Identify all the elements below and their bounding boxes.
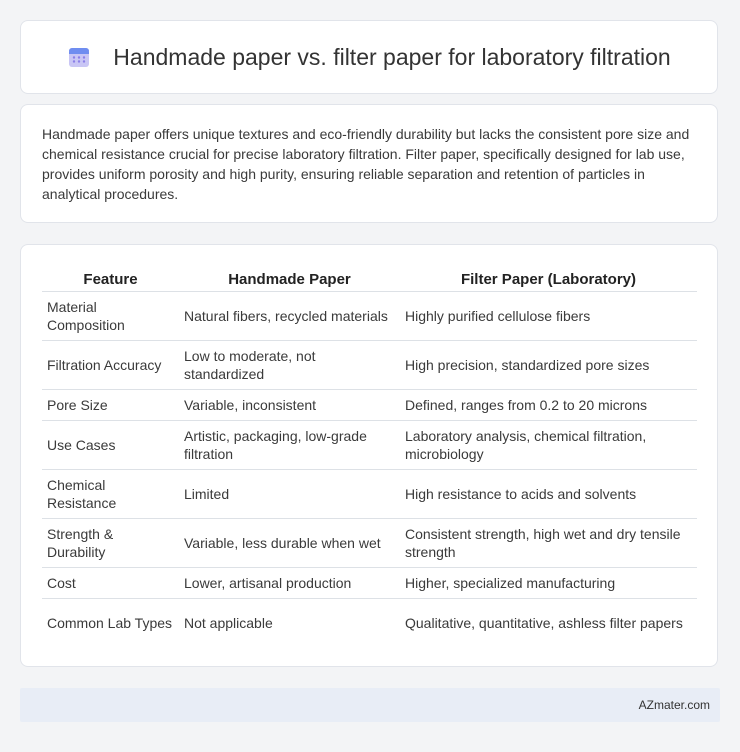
table-row bbox=[42, 292, 697, 341]
page-title: Handmade paper vs. filter paper for laboratory filtration bbox=[113, 43, 671, 70]
filter-cell: Highly purified cellulose fibers bbox=[400, 292, 697, 341]
filter-cell: High precision, standardized pore sizes bbox=[400, 341, 697, 390]
feature-cell: Use Cases bbox=[42, 421, 179, 470]
feature-cell: Material Composition bbox=[42, 292, 179, 341]
intro-text: Handmade paper offers unique textures and eco-friendly durability but lacks the consistent pore size and chemical resistance crucial for precise laboratory filtration. Filter paper, specifically designed for lab use, provides uniform porosity and high purity, ensuring reliable separation and retention of particles in analytical procedures. bbox=[42, 126, 690, 202]
handmade-cell: Variable, less durable when wet bbox=[179, 519, 400, 568]
header-feature: Feature bbox=[42, 265, 179, 292]
comparison-card bbox=[20, 244, 718, 667]
table-row bbox=[42, 568, 697, 599]
table-row bbox=[42, 470, 697, 519]
feature-cell: Strength & Durability bbox=[42, 519, 179, 568]
table-row bbox=[42, 390, 697, 421]
filter-cell: Qualitative, quantitative, ashless filter papers bbox=[405, 615, 683, 631]
handmade-cell: Low to moderate, not standardized bbox=[179, 341, 400, 390]
handmade-cell: Limited bbox=[179, 470, 400, 519]
table-row bbox=[42, 421, 697, 470]
feature-cell: Filtration Accuracy bbox=[42, 341, 179, 390]
header-handmade-paper: Handmade Paper bbox=[179, 265, 400, 292]
feature-cell: Pore Size bbox=[42, 390, 179, 421]
table-row bbox=[42, 599, 697, 648]
handmade-cell: Variable, inconsistent bbox=[179, 390, 400, 421]
feature-cell: Chemical Resistance bbox=[42, 470, 179, 519]
filter-cell: Defined, ranges from 0.2 to 20 microns bbox=[400, 390, 697, 421]
filter-cell: Laboratory analysis, chemical filtration, microbiology bbox=[400, 421, 697, 470]
filter-cell: Higher, specialized manufacturing bbox=[400, 568, 697, 599]
handmade-cell: Artistic, packaging, low-grade filtration bbox=[179, 421, 400, 470]
handmade-cell: Lower, artisanal production bbox=[179, 568, 400, 599]
intro-card bbox=[20, 104, 718, 223]
filter-cell: Consistent strength, high wet and dry tensile strength bbox=[400, 519, 697, 568]
feature-cell: Common Lab Types bbox=[47, 615, 173, 631]
title-card bbox=[20, 20, 718, 94]
footer-brand: AZmater.com bbox=[638, 698, 710, 712]
table-header-row bbox=[42, 265, 697, 292]
table-row bbox=[42, 341, 697, 390]
handmade-cell: Natural fibers, recycled materials bbox=[179, 292, 400, 341]
calendar-icon bbox=[67, 45, 91, 69]
footer-bar bbox=[20, 688, 720, 722]
comparison-table bbox=[42, 265, 697, 647]
filter-cell: High resistance to acids and solvents bbox=[400, 470, 697, 519]
handmade-cell: Not applicable bbox=[184, 615, 273, 631]
header-filter-paper: Filter Paper (Laboratory) bbox=[400, 265, 697, 292]
feature-cell: Cost bbox=[42, 568, 179, 599]
table-row bbox=[42, 519, 697, 568]
